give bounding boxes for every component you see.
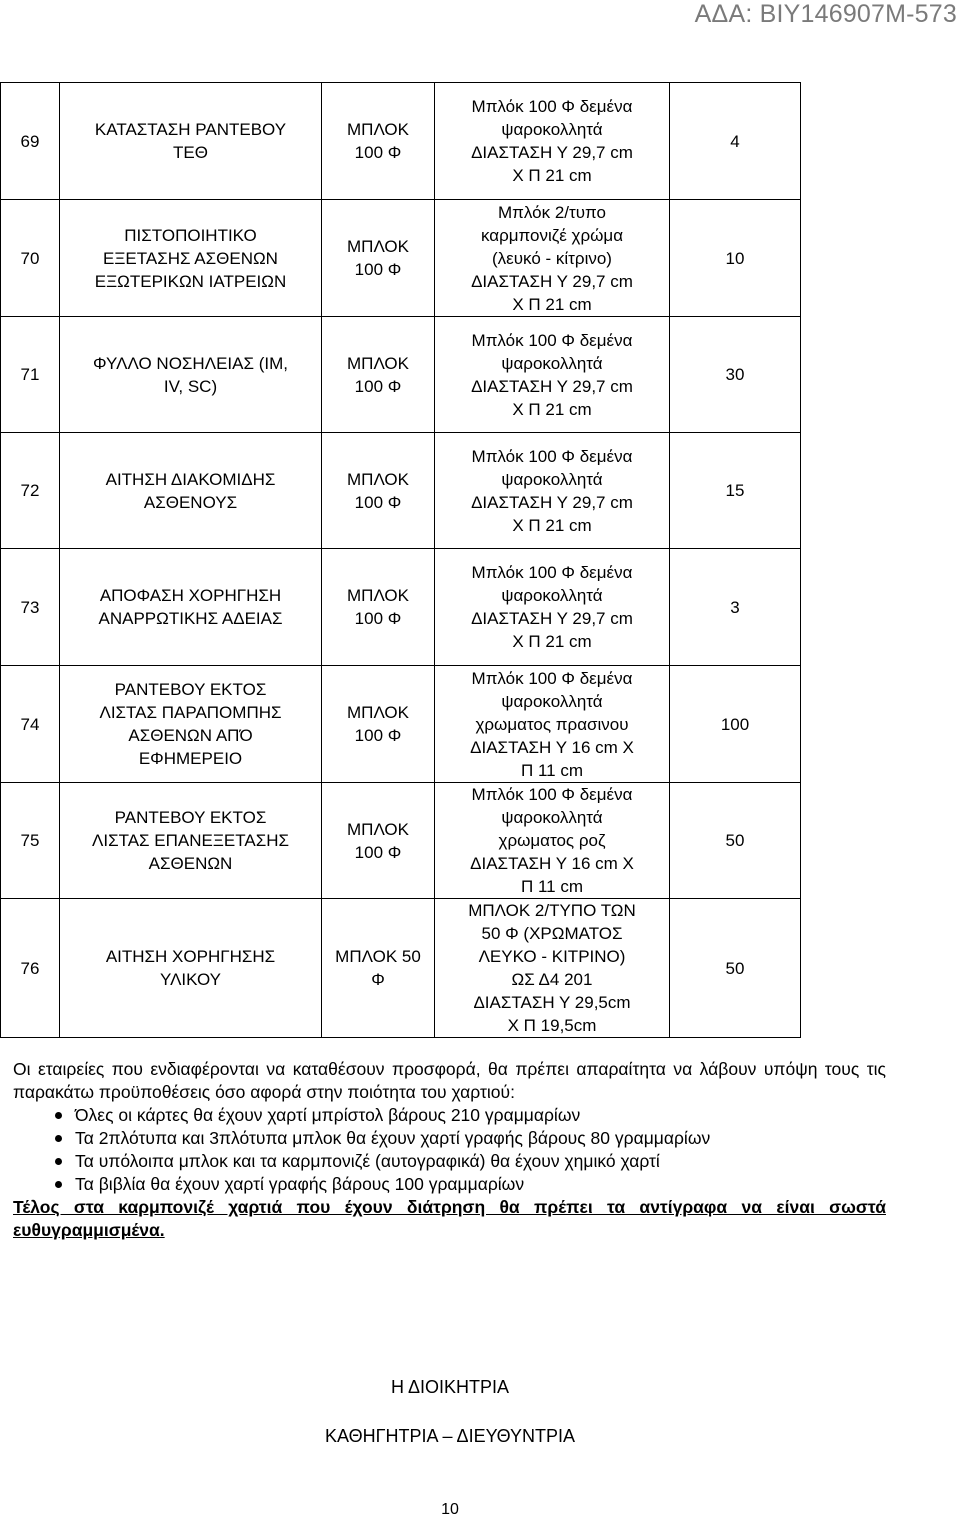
- description-cell: [435, 433, 670, 549]
- description-line: ψαροκολλητά: [501, 353, 603, 373]
- row-number-cell: 74: [1, 666, 60, 783]
- table-row: [1, 899, 801, 1038]
- description-line: Μπλόκ 100 Φ δεμένα: [471, 446, 633, 466]
- description-line: ΛΕΥΚΟ - ΚΙΤΡΙΝΟ): [478, 947, 626, 966]
- item-name-cell: [60, 83, 322, 200]
- row-number-cell: 76: [1, 899, 60, 1038]
- unit-cell: [322, 783, 435, 899]
- description-line: Χ Π 21 cm: [512, 166, 592, 185]
- description-line: Μπλόκ 100 Φ δεμένα: [471, 563, 633, 582]
- description-line: Μπλόκ 100 Φ δεμένα: [471, 785, 633, 804]
- items-table-body: [1, 83, 801, 1038]
- unit-line: ΜΠΛΟΚ: [347, 819, 409, 839]
- table-row: [1, 433, 801, 549]
- unit-line: 100 Φ: [354, 492, 402, 512]
- item-name-line: ΦΥΛΛΟ ΝΟΣΗΛΕΙΑΣ (IM,: [93, 353, 288, 373]
- description-line: ΔΙΑΣΤΑΣΗ Υ 29,7 cm: [471, 492, 633, 512]
- description-line: Π 11 cm: [520, 877, 584, 896]
- requirement-item: Τα υπόλοιπα μπλοκ και τα καρμπονιζέ (αυτογραφικά) θα έχουν χημικό χαρτί: [13, 1150, 886, 1173]
- unit-line: ΜΠΛΟΚ: [347, 469, 409, 489]
- unit-line: 100 Φ: [354, 609, 402, 628]
- unit-line: 100 Φ: [354, 260, 402, 279]
- item-name-line: ΑΣΘΕΝΩΝ ΑΠΌ: [128, 726, 253, 745]
- table-row: [1, 549, 801, 666]
- bullet-icon: [55, 1181, 62, 1188]
- signature-role: ΚΑΘΗΓΗΤΡΙΑ – ΔΙΕΥΘΥΝΤΡΙΑ: [324, 1426, 576, 1446]
- description-cell: [435, 83, 670, 200]
- quantity-cell: 50: [670, 899, 801, 1038]
- unit-line: 100 Φ: [354, 376, 402, 396]
- description-line: ψαροκολλητά: [501, 586, 603, 605]
- description-line: Μπλόκ 2/τυπο: [498, 202, 606, 222]
- row-number-cell: 70: [1, 200, 60, 317]
- description-line: Μπλόκ 100 Φ δεμένα: [471, 330, 633, 350]
- item-name-line: ΕΦΗΜΕΡΕΙΟ: [138, 749, 243, 768]
- unit-line: ΜΠΛΟΚ 50: [335, 947, 421, 966]
- ada-document-id: ΑΔΑ: ΒΙΥ146907Μ-573: [694, 0, 957, 28]
- description-line: ψαροκολλητά: [501, 469, 603, 489]
- unit-line: ΜΠΛΟΚ: [347, 353, 409, 373]
- description-line: ψαροκολλητά: [501, 691, 603, 711]
- item-name-line: ΥΛΙΚΟΥ: [160, 970, 221, 989]
- item-name-line: ΕΞΕΤΑΣΗΣ ΑΣΘΕΝΩΝ: [103, 248, 278, 268]
- description-line: Π 11 cm: [520, 760, 584, 780]
- description-line: ΜΠΛΟΚ 2/ΤΥΠΟ ΤΩΝ: [468, 901, 636, 920]
- table-row: [1, 783, 801, 899]
- page-number: 10: [441, 1501, 459, 1518]
- quantity-cell: 100: [670, 666, 801, 783]
- row-number-cell: 75: [1, 783, 60, 899]
- description-line: ΔΙΑΣΤΑΣΗ Υ 29,7 cm: [471, 609, 633, 628]
- unit-cell: [322, 200, 435, 317]
- item-name-line: ΑΝΑΡΡΩΤΙΚΗΣ ΑΔΕΙΑΣ: [98, 609, 283, 628]
- item-name-cell: [60, 549, 322, 666]
- description-cell: [435, 783, 670, 899]
- signature-title: Η ΔΙΟΙΚΗΤΡΙΑ: [390, 1377, 510, 1397]
- item-name-line: ΚΑΤΑΣΤΑΣΗ ΡΑΝΤΕΒΟΥ: [94, 120, 287, 139]
- item-name-line: ΡΑΝΤΕΒΟΥ ΕΚΤΟΣ: [114, 808, 267, 827]
- unit-line: ΜΠΛΟΚ: [347, 237, 409, 256]
- item-name-line: ΛΙΣΤΑΣ ΠΑΡΑΠΟΜΠΗΣ: [99, 703, 282, 722]
- item-name-cell: [60, 317, 322, 433]
- row-number-cell: 69: [1, 83, 60, 200]
- quantity-cell: 30: [670, 317, 801, 433]
- row-number-cell: 73: [1, 549, 60, 666]
- requirements-list: [13, 1104, 886, 1196]
- item-name-line: ΤΕΘ: [173, 143, 208, 162]
- description-cell: [435, 317, 670, 433]
- item-name-line: ΑΙΤΗΣΗ ΔΙΑΚΟΜΙΔΗΣ: [105, 469, 276, 489]
- description-cell: [435, 549, 670, 666]
- item-name-line: ΑΣΘΕΝΩΝ: [148, 854, 233, 873]
- description-cell: [435, 899, 670, 1038]
- description-cell: [435, 666, 670, 783]
- item-name-cell: [60, 200, 322, 317]
- description-line: Μπλόκ 100 Φ δεμένα: [471, 97, 633, 116]
- description-line: 50 Φ (ΧΡΩΜΑΤΟΣ: [481, 924, 623, 943]
- description-line: (λευκό - κίτρινο): [492, 248, 612, 268]
- unit-cell: [322, 899, 435, 1038]
- quantity-cell: 15: [670, 433, 801, 549]
- unit-line: ΜΠΛΟΚ: [347, 586, 409, 605]
- unit-line: 100 Φ: [354, 726, 402, 745]
- table-row: [1, 317, 801, 433]
- description-line: Μπλόκ 100 Φ δεμένα: [471, 668, 633, 688]
- item-name-line: ΑΠΟΦΑΣΗ ΧΟΡΗΓΗΣΗ: [99, 586, 282, 605]
- quantity-cell: 50: [670, 783, 801, 899]
- description-line: χρωματος πρασινου: [475, 714, 629, 734]
- item-name-line: ΕΞΩΤΕΡΙΚΩΝ ΙΑΤΡΕΙΩΝ: [94, 271, 287, 291]
- quantity-cell: 4: [670, 83, 801, 200]
- description-line: χρωματος ροζ: [498, 831, 606, 850]
- item-name-cell: [60, 899, 322, 1038]
- item-name-line: ΛΙΣΤΑΣ ΕΠΑΝΕΞΕΤΑΣΗΣ: [92, 831, 289, 850]
- paper-requirements-notes: [13, 1058, 886, 1242]
- bullet-icon: [55, 1112, 62, 1119]
- description-line: ΔΙΑΣΤΑΣΗ Υ 16 cm Χ: [470, 854, 634, 873]
- description-line: Χ Π 21 cm: [512, 515, 592, 535]
- description-line: Χ Π 21 cm: [512, 399, 592, 419]
- notes-final-remark: Τέλος στα καρμπονιζέ χαρτιά που έχουν διάτρηση θα πρέπει τα αντίγραφα να είναι σωστά ευθυγραμμισμένα.: [13, 1197, 886, 1240]
- row-number-cell: 72: [1, 433, 60, 549]
- unit-cell: [322, 666, 435, 783]
- table-row: [1, 666, 801, 783]
- description-cell: [435, 200, 670, 317]
- description-line: Χ Π 19,5cm: [507, 1016, 597, 1035]
- unit-line: ΜΠΛΟΚ: [347, 120, 409, 139]
- item-name-line: ΑΙΤΗΣΗ ΧΟΡΗΓΗΣΗΣ: [105, 947, 276, 966]
- quantity-cell: 3: [670, 549, 801, 666]
- unit-cell: [322, 433, 435, 549]
- item-name-line: IV, SC): [163, 376, 218, 396]
- unit-line: 100 Φ: [354, 143, 402, 162]
- quantity-cell: 10: [670, 200, 801, 317]
- requirement-item: Τα 2πλότυπα και 3πλότυπα μπλοκ θα έχουν χαρτί γραφής βάρους 80 γραμμαρίων: [13, 1127, 886, 1150]
- description-line: ψαροκολλητά: [501, 808, 603, 827]
- item-name-cell: [60, 666, 322, 783]
- notes-intro: Οι εταιρείες που ενδιαφέρονται να καταθέσουν προσφορά, θα πρέπει απαραίτητα να λάβουν υπόψη τους τις παρακάτω προϋποθέσεις όσο αφορά στην ποιότητα του χαρτιού:: [13, 1059, 886, 1102]
- description-line: ΔΙΑΣΤΑΣΗ Υ 29,5cm: [473, 993, 631, 1012]
- item-name-cell: [60, 783, 322, 899]
- table-row: [1, 200, 801, 317]
- table-row: [1, 83, 801, 200]
- item-name-line: ΠΙΣΤΟΠΟΙΗΤΙΚΟ: [124, 225, 257, 245]
- description-line: ΔΙΑΣΤΑΣΗ Υ 29,7 cm: [471, 143, 633, 162]
- unit-line: ΜΠΛΟΚ: [347, 703, 409, 722]
- item-name-line: ΑΣΘΕΝΟΥΣ: [143, 492, 238, 512]
- unit-cell: [322, 317, 435, 433]
- description-line: ΔΙΑΣΤΑΣΗ Υ 29,7 cm: [471, 271, 633, 291]
- item-name-line: ΡΑΝΤΕΒΟΥ ΕΚΤΟΣ: [114, 680, 267, 699]
- row-number-cell: 71: [1, 317, 60, 433]
- description-line: Χ Π 21 cm: [512, 294, 592, 314]
- unit-line: Φ: [371, 970, 385, 989]
- description-line: ψαροκολλητά: [501, 120, 603, 139]
- description-line: ΩΣ Δ4 201: [511, 970, 593, 989]
- unit-cell: [322, 83, 435, 200]
- items-table: [0, 82, 801, 1038]
- requirement-item: Τα βιβλία θα έχουν χαρτί γραφής βάρους 100 γραμμαρίων: [13, 1173, 886, 1196]
- description-line: ΔΙΑΣΤΑΣΗ Υ 16 cm Χ: [470, 737, 634, 757]
- requirement-item: Όλες οι κάρτες θα έχουν χαρτί μπρίστολ βάρους 210 γραμμαρίων: [13, 1104, 886, 1127]
- unit-cell: [322, 549, 435, 666]
- description-line: καρμπονιζέ χρώμα: [480, 225, 624, 245]
- bullet-icon: [55, 1135, 62, 1142]
- description-line: Χ Π 21 cm: [512, 632, 592, 651]
- unit-line: 100 Φ: [354, 842, 402, 862]
- item-name-cell: [60, 433, 322, 549]
- bullet-icon: [55, 1158, 62, 1165]
- description-line: ΔΙΑΣΤΑΣΗ Υ 29,7 cm: [471, 376, 633, 396]
